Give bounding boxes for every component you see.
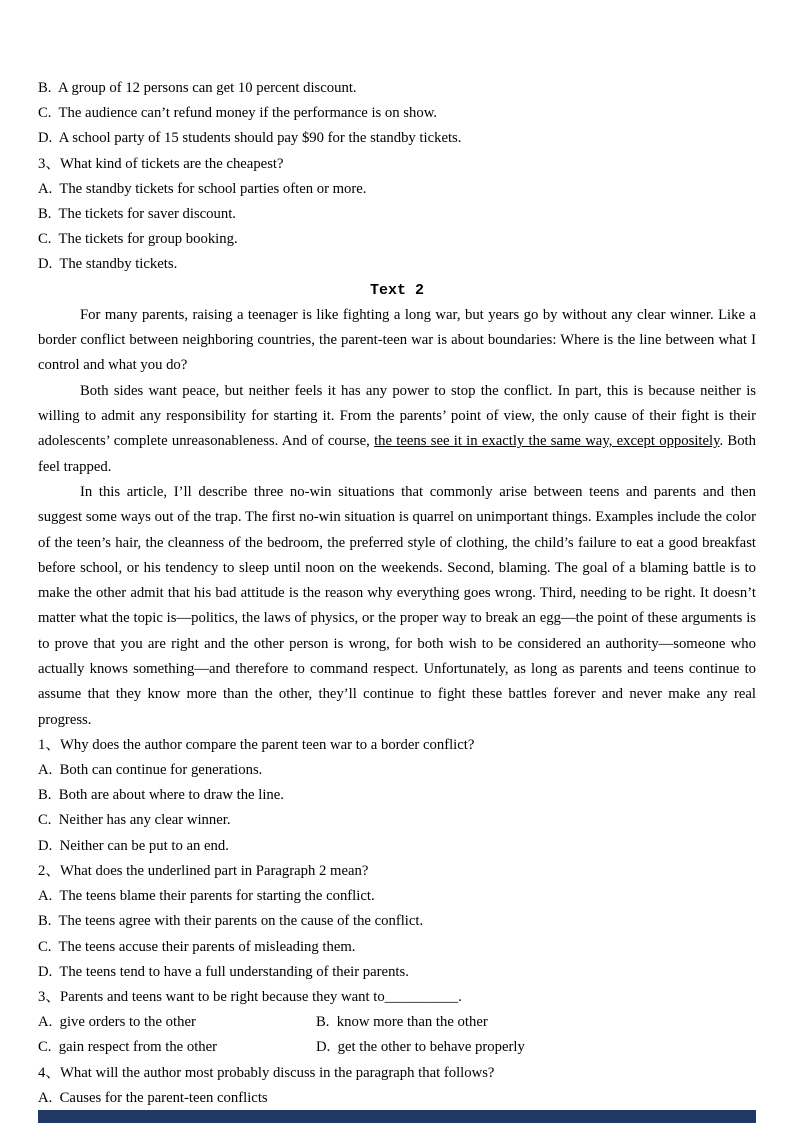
option-line: B. know more than the other [316,1014,488,1031]
option-line: C. The teens accuse their parents of misleading them. [38,938,356,955]
footer-bar [38,1110,756,1123]
paragraph-2-after: . Both feel trapped. [38,433,756,475]
option-line: B. Both are about where to draw the line. [38,787,284,804]
option-line: C. The tickets for group booking. [38,231,238,248]
option-line: B. A group of 12 persons can get 10 percent discount. [38,80,357,96]
option-row [38,1035,756,1060]
option-line: D. A school party of 15 students should pay $90 for the standby tickets. [38,130,462,147]
option-line: A. Both can continue for generations. [38,762,263,779]
option-row [38,1010,756,1035]
document-content [38,76,756,1111]
paragraph-1: For many parents, raising a teenager is like fighting a long war, but years go by without any clear winner. Like a border conflict between neighboring countries, the parent-teen war is about boundaries: Where is the line between what I control and what you do? [38,306,756,374]
question-4: 4、What will the author most probably discuss in the paragraph that follows? [38,1064,495,1081]
option-line: C. gain respect from the other [38,1039,218,1056]
paragraph-2-underlined: the teens see it in exactly the same way, except oppositely [374,433,720,450]
option-line: A. The standby tickets for school parties often or more. [38,180,367,197]
option-line: B. The tickets for saver discount. [38,206,236,223]
option-line: B. The teens agree with their parents on the cause of the conflict. [38,913,424,930]
option-line: C. The audience can’t refund money if the performance is on show. [38,105,438,122]
paragraph-2 [38,379,756,480]
question-3: 3、Parents and teens want to be right because they want to__________. [38,988,462,1005]
question-line: 3、What kind of tickets are the cheapest? [38,155,284,172]
option-line: D. The teens tend to have a full understanding of their parents. [38,963,409,980]
option-line: A. give orders to the other [38,1014,196,1031]
section-heading: Text 2 [369,281,424,299]
option-line: D. Neither can be put to an end. [38,837,229,854]
option-line: D. get the other to behave properly [316,1039,525,1056]
question-2: 2、What does the underlined part in Paragraph 2 mean? [38,862,369,879]
option-line: A. The teens blame their parents for starting the conflict. [38,888,375,905]
option-line: D. The standby tickets. [38,256,178,273]
option-line: C. Neither has any clear winner. [38,812,231,829]
paragraph-2-before: Both sides want peace, but neither feels it has any power to stop the conflict. In part, this is because neither is willing to admit any responsibility for starting it. From the parents’ point of view, the only cause of their fight is their adolescents’ complete unreasonableness. And of course, [38,382,756,450]
question-1: 1、Why does the author compare the parent teen war to a border conflict? [38,736,475,753]
paragraph-3: In this article, I’ll describe three no-win situations that commonly arise between teens and parents and then suggest some ways out of the trap. The first no-win situation is quarrel on unimportant things. Examples include the color of the teen’s hair, the cleanness of the bedroom, the preferred style of clothing, the child’s failure to eat a good breakfast before school, or his tendency to sleep until noon on the weekends. Second, blaming. The goal of a blaming battle is to make the other admit that his bad attitude is the reason why everything goes wrong. Third, needing to be right. It doesn’t matter what the topic is—politics, the laws of physics, or the proper way to break an egg—the point of these arguments is to prove that you are right and the other person is wrong, for both wish to be considered an authority—someone who actually knows something—and therefore to command respect. Unfortunately, as long as parents and teens continue to assume that they know more than the other, they’ll continue to fight these battles forever and never make any real progress. [38,483,756,728]
option-line: A. Causes for the parent-teen conflicts [38,1089,268,1106]
